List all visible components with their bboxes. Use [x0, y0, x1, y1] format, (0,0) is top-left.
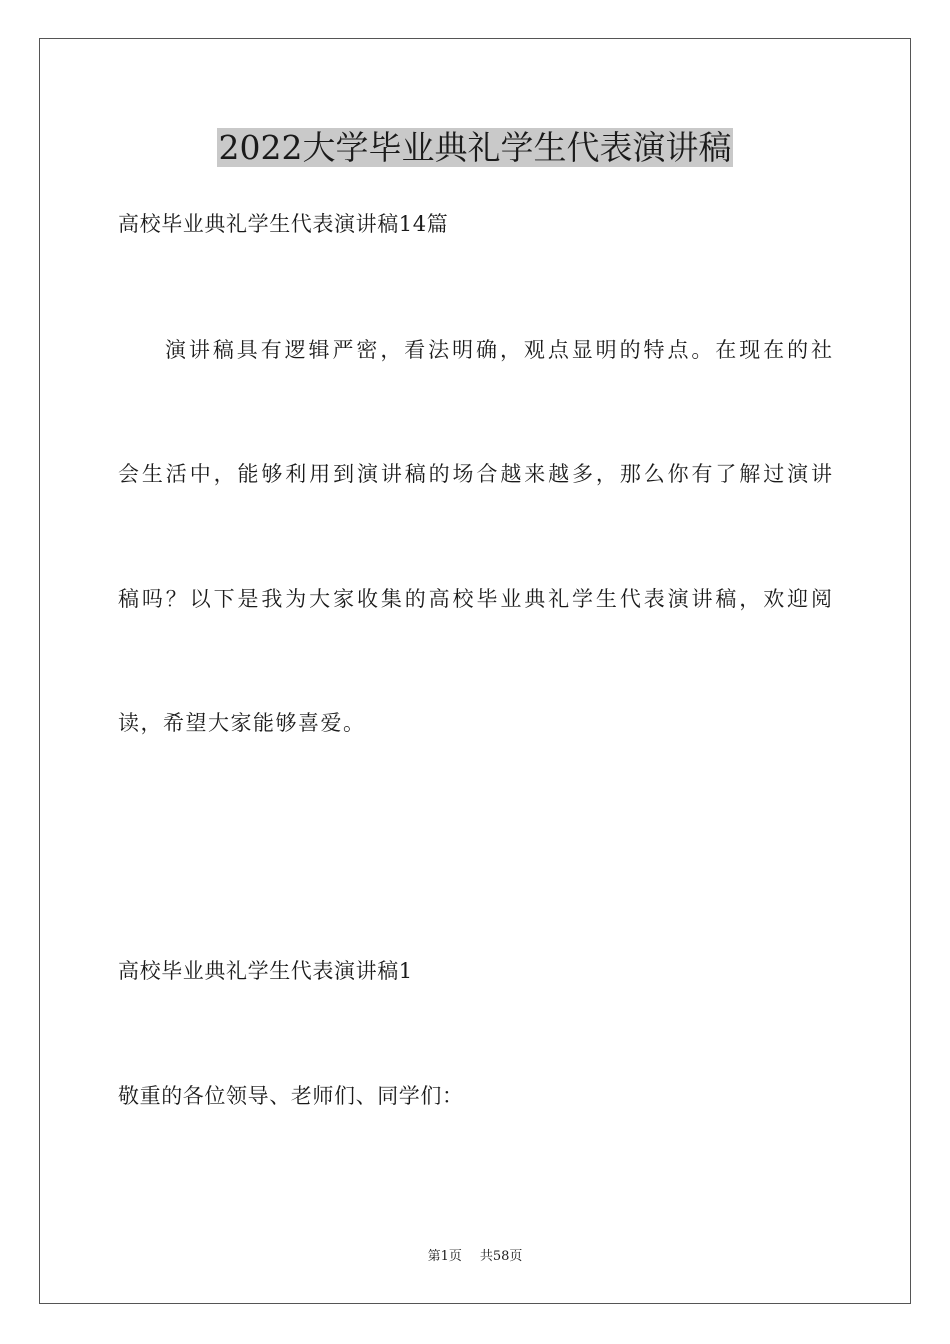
page-number-total: 共58页 [479, 1249, 523, 1264]
page-footer [0, 1248, 950, 1266]
salutation: 敬重的各位领导、老师们、同学们： [118, 1084, 464, 1108]
document-title-text: 2022大学毕业典礼学生代表演讲稿 [218, 128, 732, 167]
page-number-current: 第1页 [427, 1249, 462, 1264]
section-heading: 高校毕业典礼学生代表演讲稿1 [118, 959, 413, 983]
document-subtitle: 高校毕业典礼学生代表演讲稿14篇 [118, 212, 449, 236]
intro-line-1: 演讲稿具有逻辑严密，看法明确，观点显明的特点。在现在的社 [165, 338, 832, 362]
intro-line-3: 稿吗？以下是我为大家收集的高校毕业典礼学生代表演讲稿，欢迎阅 [118, 587, 832, 611]
intro-line-2: 会生活中，能够利用到演讲稿的场合越来越多，那么你有了解过演讲 [118, 462, 832, 486]
intro-line-4: 读，希望大家能够喜爱。 [118, 711, 366, 735]
document-title [0, 126, 950, 170]
